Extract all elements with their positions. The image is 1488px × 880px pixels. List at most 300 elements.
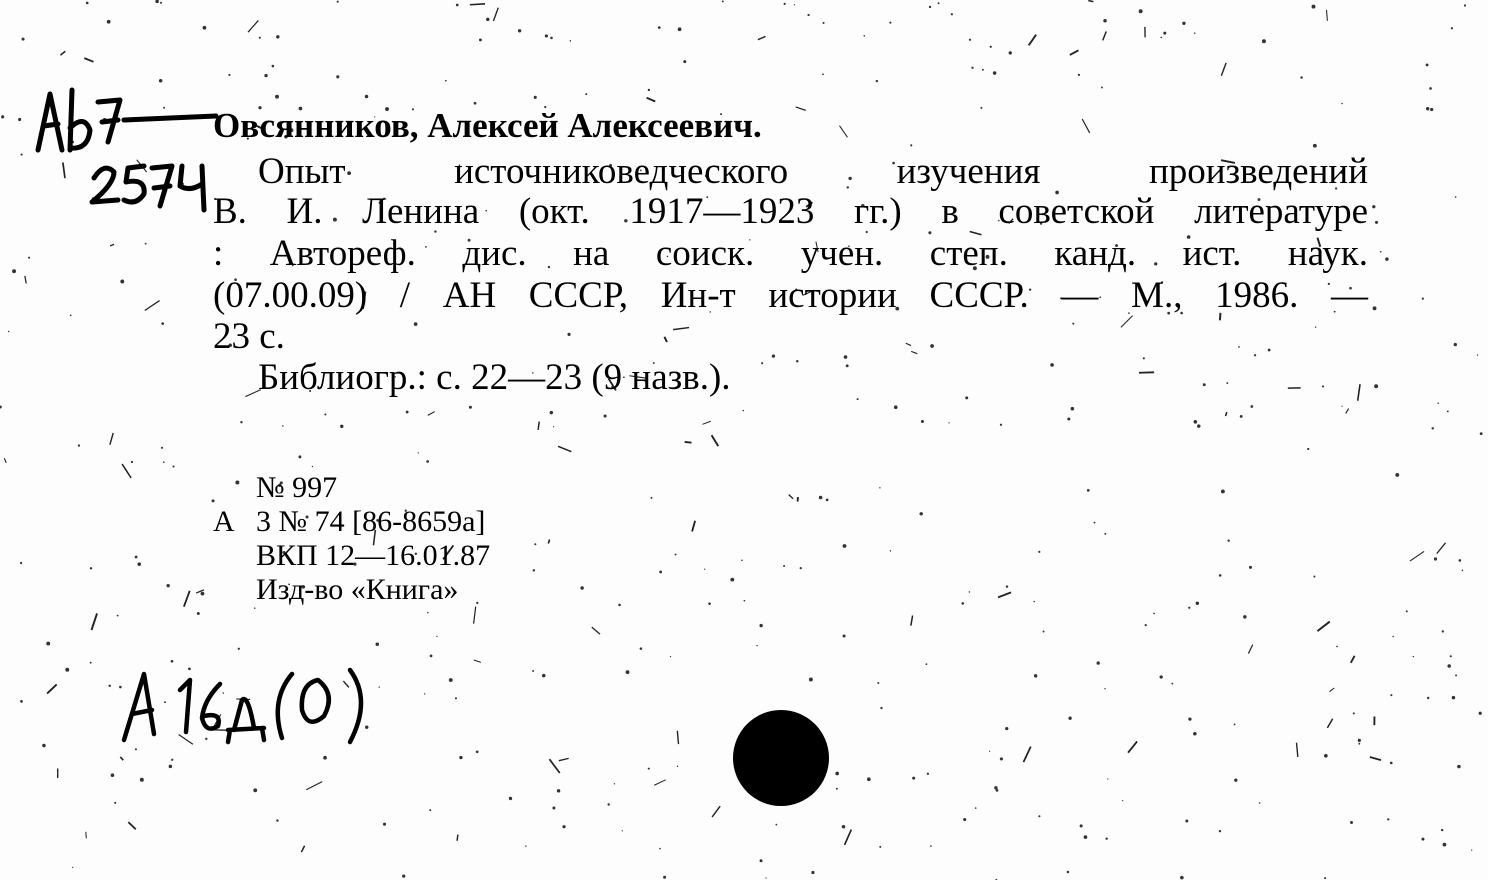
speck-mark xyxy=(1327,10,1328,21)
speck-dot xyxy=(476,750,479,753)
speck-dot xyxy=(22,38,25,41)
speck-dot xyxy=(1243,615,1246,618)
speck-mark xyxy=(558,446,571,451)
speck-dot xyxy=(1322,385,1324,387)
speck-dot xyxy=(534,96,537,99)
speck-dot xyxy=(533,569,535,571)
speck-dot xyxy=(1188,607,1190,609)
speck-dot xyxy=(201,592,205,596)
speck-dot xyxy=(708,602,711,605)
speck-dot xyxy=(1078,74,1080,76)
speck-dot xyxy=(1009,51,1012,54)
speck-mark xyxy=(428,412,435,416)
speck-dot xyxy=(1375,221,1378,224)
speck-dot xyxy=(1479,712,1482,715)
speck-dot xyxy=(809,678,813,682)
speck-dot xyxy=(919,512,922,515)
speck-dot xyxy=(775,824,777,826)
speck-dot xyxy=(1324,754,1328,758)
speck-dot xyxy=(418,452,419,453)
speck-dot xyxy=(90,662,92,664)
speck-dot xyxy=(107,20,111,24)
speck-dot xyxy=(1160,675,1163,678)
speck-dot xyxy=(324,413,326,415)
speck-dot xyxy=(1457,765,1460,768)
speck-dot xyxy=(12,269,16,273)
speck-dot xyxy=(618,604,621,607)
speck-dot xyxy=(1374,384,1378,388)
speck-dot xyxy=(1427,697,1429,699)
speck-mark xyxy=(647,98,656,102)
speck-dot xyxy=(1387,818,1389,820)
speck-mark xyxy=(1346,409,1349,414)
speck-dot xyxy=(863,35,865,37)
speck-dot xyxy=(145,243,147,245)
speck-dot xyxy=(557,789,560,792)
speck-dot xyxy=(197,612,200,615)
speck-dot xyxy=(640,647,643,650)
speck-dot xyxy=(1358,739,1361,742)
speck-dot xyxy=(894,405,898,409)
speck-dot xyxy=(276,819,278,821)
speck-dot xyxy=(1087,489,1090,492)
speck-mark xyxy=(4,458,6,463)
speck-dot xyxy=(1259,802,1261,804)
speck-mark xyxy=(301,846,304,852)
speck-dot xyxy=(989,751,990,752)
speck-mark xyxy=(1103,31,1106,40)
speck-dot xyxy=(1104,533,1106,535)
speck-dot xyxy=(1249,566,1252,569)
speck-mark xyxy=(474,660,481,662)
speck-mark xyxy=(702,421,710,424)
speck-dot xyxy=(1406,610,1408,612)
speck-dot xyxy=(1471,849,1472,850)
speck-dot xyxy=(730,578,734,582)
speck-dot xyxy=(532,670,534,672)
speck-mark xyxy=(692,521,695,532)
speck-dot xyxy=(46,642,50,646)
speck-dot xyxy=(383,823,386,826)
speck-dot xyxy=(1104,688,1105,689)
speck-dot xyxy=(1240,415,1243,418)
speck-dot xyxy=(1390,762,1393,765)
speck-dot xyxy=(1341,406,1342,407)
speck-dot xyxy=(912,777,915,780)
speck-dot xyxy=(1429,87,1432,90)
speck-dot xyxy=(1336,646,1338,648)
speck-mark xyxy=(60,51,65,55)
speck-dot xyxy=(114,802,116,804)
speck-dot xyxy=(1421,838,1424,841)
speck-mark xyxy=(1121,316,1133,328)
speck-dot xyxy=(1107,778,1108,779)
speck-dot xyxy=(0,406,2,409)
speck-dot xyxy=(823,22,825,24)
title-line-1: Опыт источниковедческого изучения произведений xyxy=(258,151,1368,192)
speck-dot xyxy=(993,71,997,75)
speck-mark xyxy=(1226,412,1227,416)
speck-mark xyxy=(1023,747,1030,762)
speck-dot xyxy=(879,487,880,488)
speck-dot xyxy=(476,602,478,604)
speck-dot xyxy=(163,461,165,463)
speck-dot xyxy=(479,38,482,41)
speck-dot xyxy=(1300,76,1302,78)
speck-dot xyxy=(1227,539,1229,541)
speck-dot xyxy=(722,0,724,2)
speck-dot xyxy=(376,643,379,646)
speck-dot xyxy=(1238,346,1240,348)
speck-dot xyxy=(921,420,924,423)
speck-dot xyxy=(1160,37,1162,39)
speck-dot xyxy=(857,398,859,400)
speck-dot xyxy=(1313,144,1317,148)
speck-mark xyxy=(654,780,665,785)
speck-dot xyxy=(552,807,555,810)
speck-dot xyxy=(1038,551,1040,553)
speck-dot xyxy=(982,69,984,71)
speck-mark xyxy=(549,759,559,773)
speck-dot xyxy=(794,4,795,5)
speck-dot xyxy=(534,543,536,545)
speck-dot xyxy=(822,73,824,75)
speck-dot xyxy=(1443,843,1447,847)
speck-dot xyxy=(449,678,453,682)
speck-dot xyxy=(1234,779,1237,782)
speck-dot xyxy=(1038,815,1040,817)
speck-dot xyxy=(264,74,267,77)
speck-dot xyxy=(783,565,785,567)
speck-dot xyxy=(78,444,80,446)
speck-mark xyxy=(1358,384,1360,400)
speck-dot xyxy=(1313,576,1315,578)
speck-dot xyxy=(1153,613,1155,615)
speck-mark xyxy=(470,4,485,5)
speck-dot xyxy=(1094,522,1096,524)
speck-mark xyxy=(839,126,847,138)
speck-mark xyxy=(664,337,666,342)
speck-dot xyxy=(518,29,521,32)
speck-dot xyxy=(784,3,786,5)
speck-mark xyxy=(1330,688,1335,692)
speck-dot xyxy=(879,846,881,848)
speck-dot xyxy=(961,602,964,605)
speck-dot xyxy=(135,556,138,559)
speck-dot xyxy=(474,102,477,105)
speck-dot xyxy=(1434,557,1437,560)
speck-dot xyxy=(1196,602,1199,605)
speck-dot xyxy=(930,344,934,348)
speck-dot xyxy=(1,115,4,118)
speck-mark xyxy=(548,539,549,543)
speck-dot xyxy=(298,455,301,458)
punch-hole xyxy=(733,710,829,806)
speck-dot xyxy=(1163,32,1166,35)
speck-dot xyxy=(1358,743,1360,745)
speck-dot xyxy=(171,759,173,761)
speck-mark xyxy=(906,343,911,345)
speck-dot xyxy=(800,567,802,569)
speck-dot xyxy=(765,877,766,878)
speck-dot xyxy=(890,550,891,551)
speck-dot xyxy=(550,37,553,40)
speck-dot xyxy=(651,497,653,499)
speck-mark xyxy=(1351,656,1355,663)
speck-dot xyxy=(1067,417,1070,420)
speck-dot xyxy=(1395,473,1399,477)
speck-dot xyxy=(607,803,609,805)
author-heading: Овсянников, Алексей Алексеевич. xyxy=(213,106,762,145)
speck-dot xyxy=(659,571,662,574)
speck-dot xyxy=(1182,22,1185,25)
speck-mark xyxy=(91,613,97,630)
speck-dot xyxy=(677,766,678,767)
speck-dot xyxy=(1072,323,1074,325)
speck-dot xyxy=(1413,656,1414,657)
title-line-3: : Автореф. дис. на соиск. учен. степ. канд. ист. наук. xyxy=(213,233,1368,274)
speck-dot xyxy=(1447,411,1449,413)
speck-dot xyxy=(951,13,953,15)
speck-dot xyxy=(445,80,447,82)
speck-dot xyxy=(1005,727,1008,730)
speck-dot xyxy=(28,257,30,259)
speck-dot xyxy=(704,569,705,570)
speck-mark xyxy=(559,758,569,760)
speck-dot xyxy=(1194,420,1198,424)
speck-dot xyxy=(161,322,164,325)
speck-dot xyxy=(1234,723,1236,725)
speck-dot xyxy=(743,410,744,411)
speck-dot xyxy=(169,765,173,769)
speck-dot xyxy=(228,74,230,76)
speck-dot xyxy=(846,364,849,367)
speck-dot xyxy=(469,406,472,409)
registry-number: 3 № 74 [86-8659а] xyxy=(256,505,486,538)
speck-dot xyxy=(807,14,809,16)
speck-dot xyxy=(1188,717,1191,720)
speck-dot xyxy=(1050,363,1054,367)
speck-dot xyxy=(925,663,927,665)
speck-dot xyxy=(427,612,429,614)
speck-dot xyxy=(990,46,992,48)
speck-dot xyxy=(1219,830,1221,832)
speck-dot xyxy=(456,4,459,7)
speck-dot xyxy=(1219,574,1222,577)
speck-dot xyxy=(1455,196,1457,198)
speck-dot xyxy=(910,144,912,146)
speck-dot xyxy=(254,607,256,609)
vkp-line: ВКП 12—16.01.87 xyxy=(256,539,491,572)
speck-dot xyxy=(744,600,746,602)
speck-dot xyxy=(963,818,966,821)
speck-dot xyxy=(1426,63,1429,66)
speck-mark xyxy=(1128,741,1137,752)
speck-mark xyxy=(184,591,190,607)
speck-dot xyxy=(323,756,327,760)
speck-dot xyxy=(971,67,973,69)
speck-dot xyxy=(429,809,431,811)
speck-mark xyxy=(84,58,93,62)
speck-dot xyxy=(1221,489,1225,493)
speck-dot xyxy=(336,75,339,78)
speck-dot xyxy=(525,845,526,846)
speck-dot xyxy=(759,624,762,627)
speck-dot xyxy=(161,447,163,449)
speck-dot xyxy=(365,95,369,99)
speck-dot xyxy=(275,95,279,99)
speck-mark xyxy=(796,107,806,110)
speck-dot xyxy=(120,280,124,284)
speck-dot xyxy=(155,0,159,3)
speck-dot xyxy=(509,797,512,800)
speck-dot xyxy=(580,586,583,589)
speck-dot xyxy=(1350,821,1353,824)
speck-dot xyxy=(1194,32,1196,34)
speck-dot xyxy=(8,331,10,333)
speck-dot xyxy=(1185,820,1188,823)
speck-dot xyxy=(276,35,279,38)
speck-dot xyxy=(927,773,929,775)
speck-dot xyxy=(1380,251,1382,253)
speck-dot xyxy=(1180,876,1184,880)
title-line-5: 23 с. xyxy=(213,316,285,357)
speck-dot xyxy=(545,34,548,37)
speck-dot xyxy=(1447,664,1451,668)
speck-dot xyxy=(1455,674,1457,676)
speck-dot xyxy=(259,37,261,39)
speck-dot xyxy=(550,411,553,414)
speck-mark xyxy=(145,301,160,311)
speck-dot xyxy=(1464,4,1466,6)
speck-dot xyxy=(235,481,239,485)
speck-dot xyxy=(117,615,119,617)
speck-mark xyxy=(1221,63,1226,76)
speck-dot xyxy=(111,773,115,777)
speck-dot xyxy=(877,682,879,684)
speck-dot xyxy=(1373,306,1377,310)
speck-dot xyxy=(614,783,615,784)
speck-dot xyxy=(1477,354,1478,355)
speck-dot xyxy=(622,830,623,831)
speck-dot xyxy=(1080,824,1083,827)
speck-mark xyxy=(47,684,57,693)
speck-dot xyxy=(1315,326,1316,327)
speck-dot xyxy=(1034,674,1037,677)
speck-dot xyxy=(1000,424,1002,426)
speck-mark xyxy=(474,607,476,624)
speck-mark xyxy=(538,422,539,430)
speck-dot xyxy=(835,772,839,776)
title-line-4: (07.00.09) / АН СССР, Ин-т истории СССР. — М., 1986. — xyxy=(213,275,1368,316)
speck-dot xyxy=(929,6,931,8)
speck-dot xyxy=(1268,349,1271,352)
speck-dot xyxy=(1341,103,1343,105)
speck-mark xyxy=(1082,119,1089,133)
speck-dot xyxy=(772,354,775,357)
speck-dot xyxy=(969,591,970,592)
speck-dot xyxy=(137,562,141,566)
speck-mark xyxy=(1327,719,1332,728)
speck-dot xyxy=(1143,357,1145,359)
speck-dot xyxy=(1254,354,1256,356)
speck-dot xyxy=(212,499,215,502)
line-prefix: А xyxy=(213,505,235,538)
speck-dot xyxy=(1171,683,1173,685)
speck-mark xyxy=(122,464,131,478)
speck-dot xyxy=(42,744,46,748)
speck-dot xyxy=(455,697,457,699)
speck-dot xyxy=(842,825,845,828)
speck-dot xyxy=(1324,877,1326,879)
speck-mark xyxy=(1317,622,1329,632)
speck-dot xyxy=(761,362,763,364)
speck-dot xyxy=(658,26,661,29)
speck-dot xyxy=(1372,205,1375,208)
speck-dot xyxy=(604,414,607,417)
speck-dot xyxy=(1067,871,1070,874)
speck-dot xyxy=(811,871,814,874)
speck-dot xyxy=(1101,86,1103,88)
speck-mark xyxy=(1437,543,1446,554)
speck-dot xyxy=(1353,712,1355,714)
speck-dot xyxy=(648,768,650,770)
speck-dot xyxy=(406,411,409,414)
publisher: Изд-во «Книга» xyxy=(256,573,459,606)
speck-dot xyxy=(570,40,572,42)
speck-dot xyxy=(844,355,848,359)
speck-mark xyxy=(457,835,458,841)
speck-dot xyxy=(826,499,829,502)
speck-dot xyxy=(1203,383,1206,386)
speck-dot xyxy=(567,333,570,336)
speck-dot xyxy=(1105,837,1107,839)
speck-mark xyxy=(789,495,793,499)
speck-dot xyxy=(876,80,878,82)
speck-dot xyxy=(969,39,971,41)
speck-dot xyxy=(459,756,462,759)
speck-dot xyxy=(741,560,743,562)
speck-dot xyxy=(160,2,162,4)
speck-dot xyxy=(312,466,313,467)
speck-dot xyxy=(1097,661,1100,664)
speck-dot xyxy=(272,65,275,68)
speck-dot xyxy=(836,788,838,790)
speck-dot xyxy=(240,421,242,423)
speck-dot xyxy=(253,788,257,792)
speck-dot xyxy=(402,875,405,878)
speck-dot xyxy=(1459,559,1462,562)
speck-mark xyxy=(128,822,135,829)
speck-dot xyxy=(965,396,968,399)
speck-dot xyxy=(70,315,72,317)
card-number: № 997 xyxy=(256,471,338,504)
speck-dot xyxy=(203,26,207,30)
speck-mark xyxy=(493,8,498,21)
speck-dot xyxy=(172,465,174,467)
speck-dot xyxy=(756,645,757,646)
speck-dot xyxy=(72,867,73,868)
speck-dot xyxy=(867,777,871,781)
speck-dot xyxy=(843,544,847,548)
speck-mark xyxy=(1029,35,1036,46)
speck-dot xyxy=(1006,585,1008,587)
speck-dot xyxy=(430,654,433,657)
speck-mark xyxy=(712,806,720,817)
speck-dot xyxy=(1432,427,1434,429)
speck-dot xyxy=(819,496,823,500)
speck-mark xyxy=(25,276,26,284)
